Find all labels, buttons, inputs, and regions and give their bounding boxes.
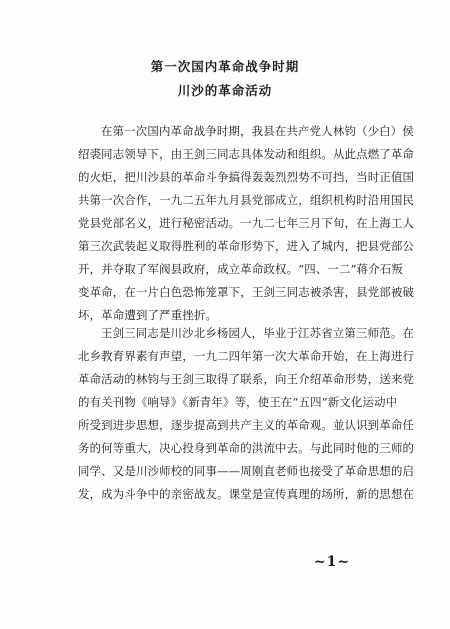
document-subtitle: 川沙的革命活动 (177, 83, 273, 98)
paragraph-line: 发，成为斗争中的亲密战友。课堂是宣传真理的场所，新的思想在 (78, 487, 415, 501)
paragraph-line: 第三次武装起义取得胜利的革命形势下，进入了城内，把县党部公 (78, 239, 415, 253)
paragraph-line: 共第一次合作，一九二五年九月县党部成立，组织机构时沿用国民 (78, 193, 415, 207)
paragraph-line: 的火炬，把川沙县的革命斗争搞得轰轰烈烈势不可挡，当时正值国 (78, 170, 415, 184)
paragraph-line: 开，并夺取了军阀县政府，成立革命政权。“四、一二”蒋介石叛 (78, 262, 403, 276)
page-number: ~1~ (313, 554, 351, 570)
paragraph-line: 党县党部名义，进行秘密活动。一九二七年三月下旬，在上海工人 (78, 216, 415, 230)
paragraph-1 (78, 120, 415, 327)
paragraph-line: 北乡教育界素有声望，一九二四年第一次大革命开始，在上海进行 (78, 349, 415, 363)
paragraph-line: 所受到进步思想，逐步提高到共产主义的革命观。並认识到革命任 (78, 418, 415, 432)
paragraph-2 (78, 322, 415, 506)
paragraph-line: 变革命，在一片白色恐怖笼罩下，王剑三同志被杀害，县党部被破 (78, 285, 415, 299)
paragraph-line: 务的何等重大，决心投身到革命的洪流中去。与此同时他的三师的 (78, 441, 415, 455)
paragraph-line: 在第一次国内革命战争时期，我县在共产党人林钧（少白）侯 (101, 124, 414, 138)
paragraph-line: 王剑三同志是川沙北乡杨园人，毕业于江苏省立第三师范。在 (101, 326, 414, 340)
paragraph-line: 同学、又是川沙师校的同事——周刚直老师也接受了革命思想的启 (78, 464, 415, 478)
paragraph-line: 革命活动的林钧与王剑三取得了联系，向王介绍革命形势，送来党 (78, 372, 415, 386)
document-title: 第一次国内革命战争时期 (150, 59, 300, 74)
paragraph-line: 坏，革命遭到了严重挫折。 (78, 308, 218, 322)
paragraph-line: 的有关刊物《响导》《新青年》等，使王在“五四”新文化运动中 (78, 395, 398, 409)
paragraph-line: 绍裘同志领导下，由王剑三同志具体发动和组织。从此点燃了革命 (78, 147, 415, 161)
